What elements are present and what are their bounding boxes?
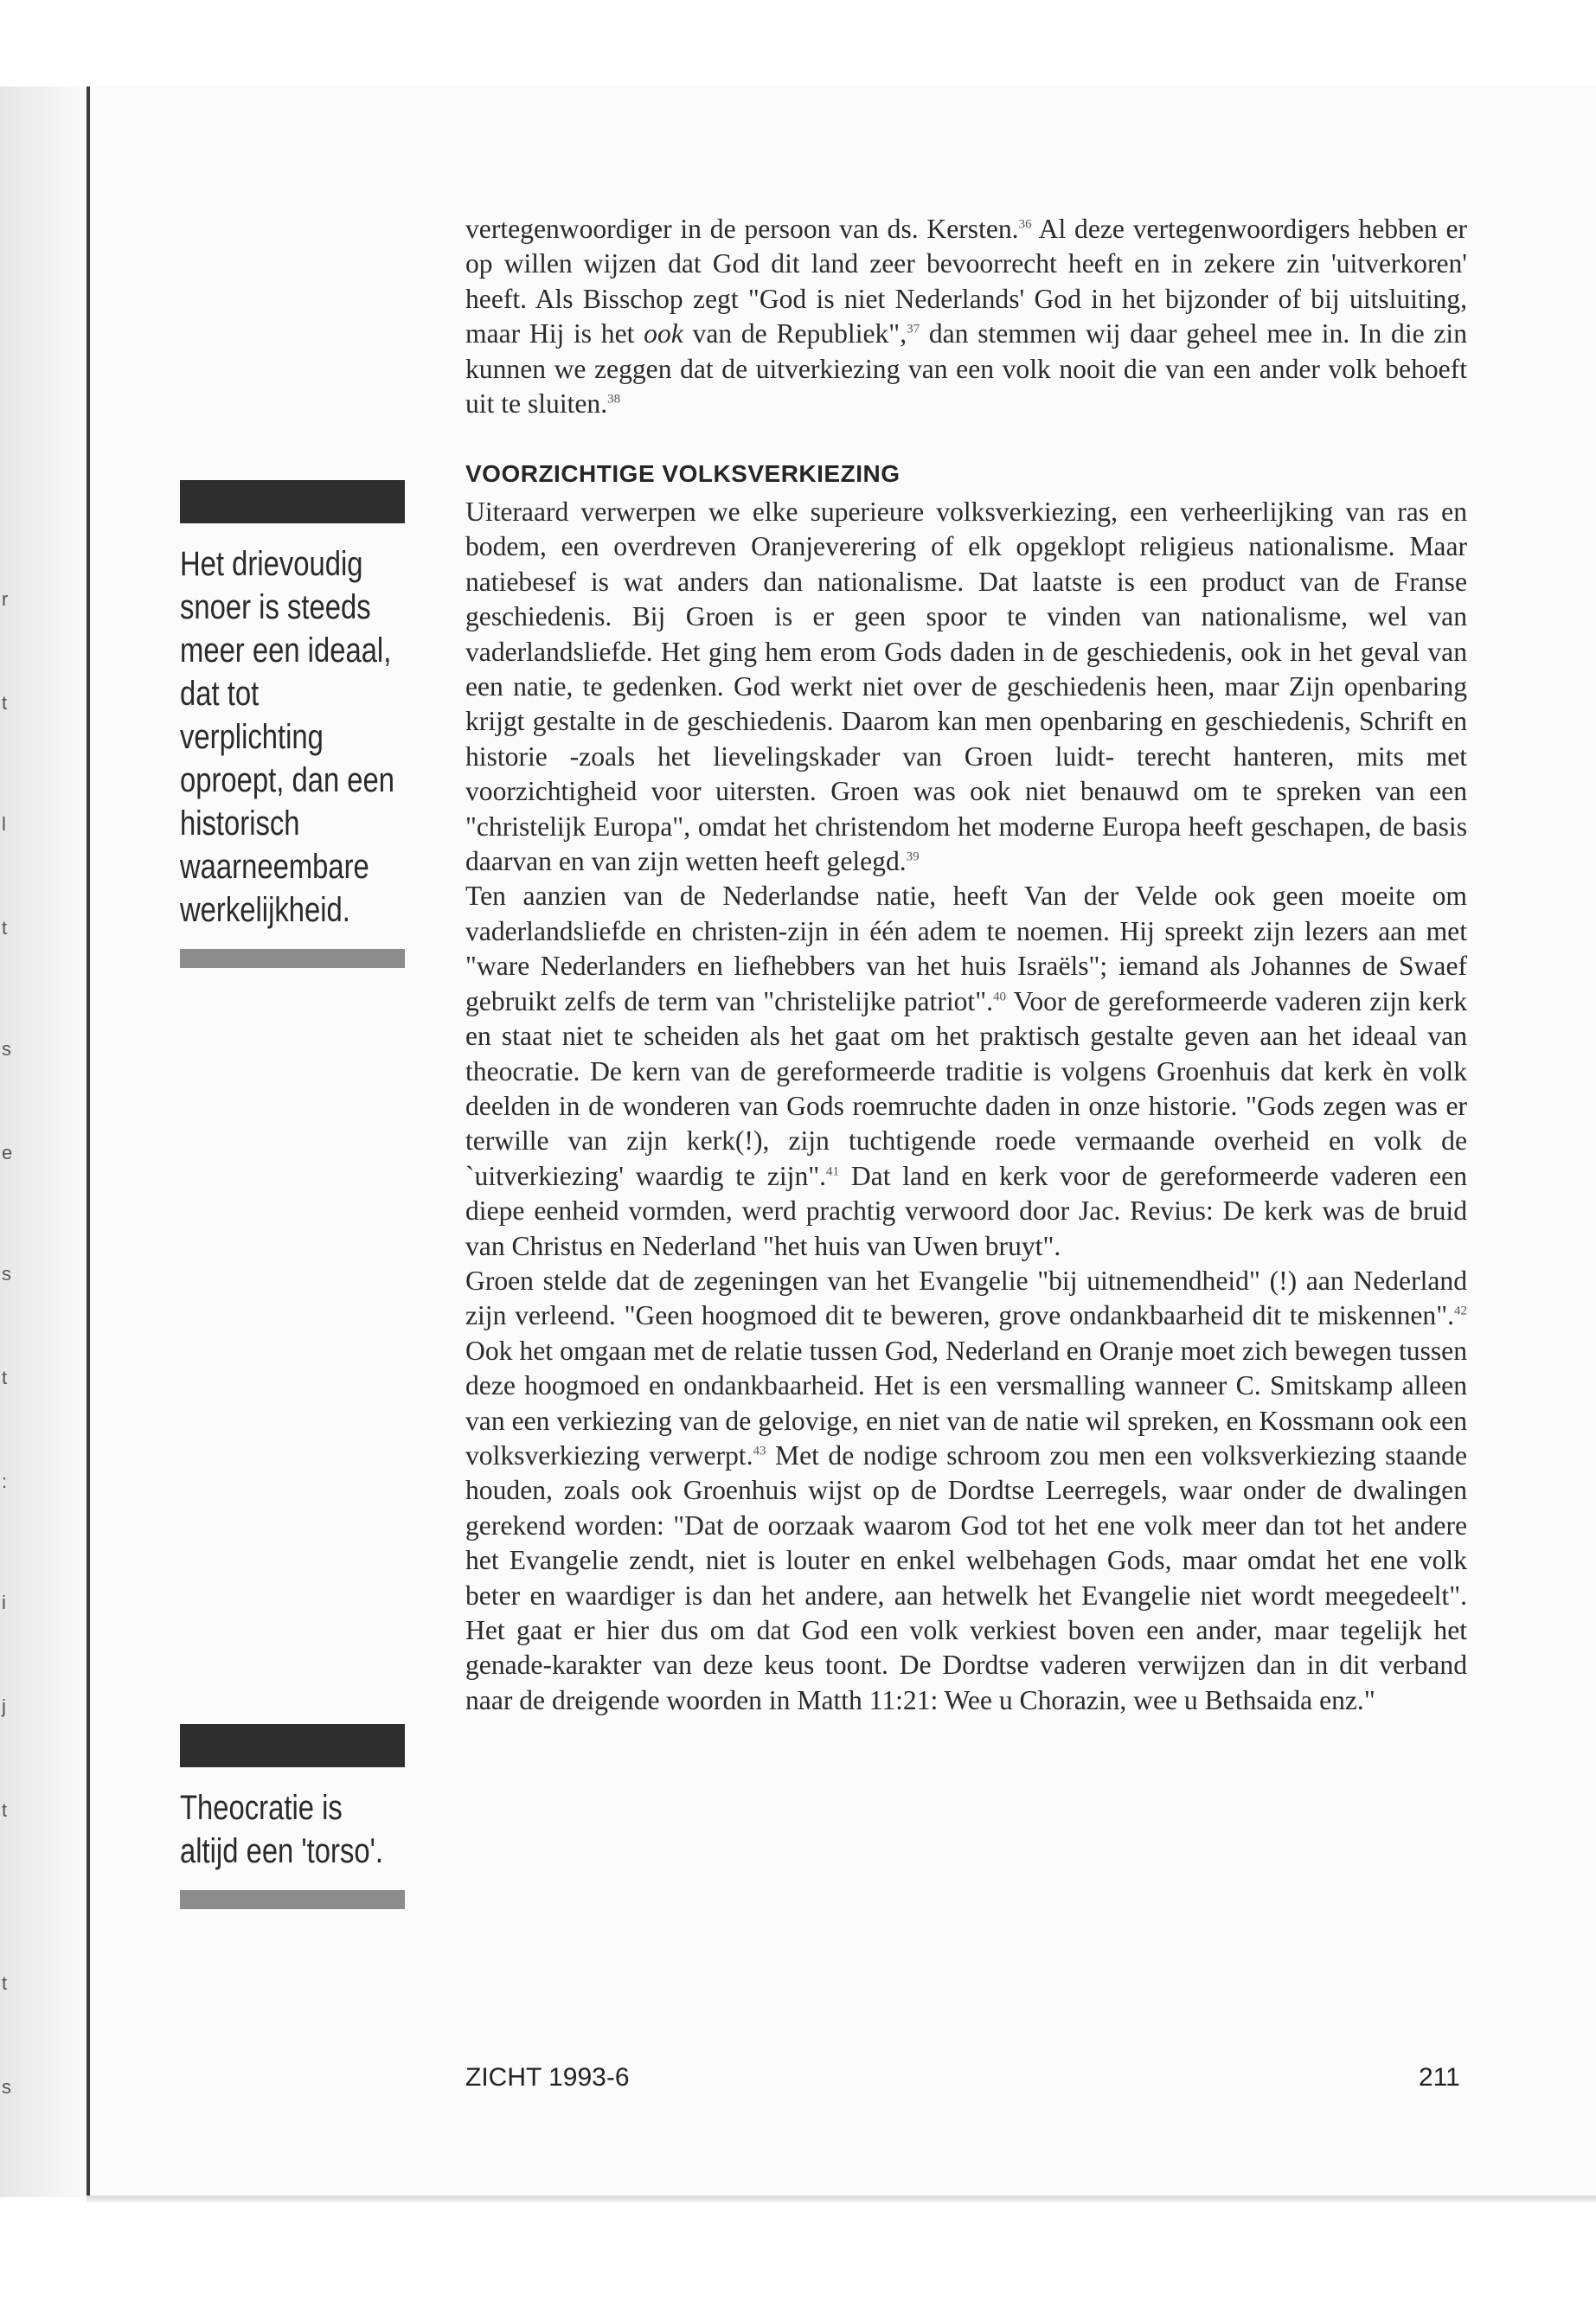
- body-paragraph: Uiteraard verwerpen we elke superieure volksverkiezing, een verheerlijking van ras en bodem, een overdreven Oranjeverering of elk opgeklopt religieus nationalisme. Maar natiebesef is wat anders dan nationalisme. Dat laatste is een product van de Franse geschiedenis. Bij Groen is er geen spoor te vinden van nationalisme, wel van vaderlandsliefde. Het ging hem erom Gods daden in de geschiedenis, ook in het geval van een natie, te gedenken. God werkt niet over de geschiedenis heen, maar Zijn openbaring krijgt gestalte in de geschiedenis. Daarom kan men openbaring en geschiedenis, Schrift en historie -zoals het lievelingskader van Groen luidt- terecht hanteren, mits met voorzichtigheid voor uitersten. Groen was ook niet benauwd om te spreken van een "christelijk Europa", omdat het christendom het moderne Europa heeft geschapen, de basis daarvan en van zijn wetten heeft gelegd.$^{39}$: [465, 497, 1467, 877]
- journal-footer: ZICHT 1993-6: [465, 2063, 630, 2092]
- section-heading: VOORZICHTIGE VOLKSVERKIEZING: [465, 460, 901, 487]
- article-body: [465, 495, 1467, 1718]
- article-intro: [465, 212, 1467, 421]
- page-number: 211: [1419, 2063, 1460, 2092]
- body-paragraph: Groen stelde dat de zegeningen van het Evangelie "bij uitnemendheid" (!) aan Nederland zijn verleend. "Geen hoogmoed dit te beweren, grove ondankbaarheid dit te miskennen".$^{42}$ Ook het omgaan met de relatie tussen God, Nederland en Oranje moet zich bewegen tussen deze hoogmoed en ondankbaarheid. Het is een versmalling wanneer C. Smitskamp alleen van een verkiezing van de gelovige, en niet van de natie wil spreken, en Kossmann ook een volksverkiezing verwerpt.$^{43}$ Met de nodige schroom zou men een volksverkiezing staande houden, zoals ook Groenhuis wijst op de Dordtse Leerregels, waar onder de dwalingen gerekend worden: "Dat de oorzaak waarom God tot het ene volk meer dan tot het andere het Evangelie zendt, niet is louter en enkel welbehagen Gods, maar omdat het ene volk beter en waardiger is dan het andere, aan hetwelk het Evangelie niet wordt meegedeelt". Het gaat er hier dus om dat God een volk verkiest boven een ander, maar tegelijk het genade-karakter van deze keus toont. De Dordtse vaderen verwijzen dan in dit verband naar de dreigende woorden in Matth 11:21: Wee u Chorazin, wee u Bethsaida enz.": [465, 1265, 1467, 1715]
- edge-letter: j: [2, 1695, 6, 1717]
- pull-quote-text: Theocratie is altijd een 'torso'.: [180, 1789, 383, 1870]
- edge-letter: s: [2, 2076, 11, 2098]
- edge-letter: :: [2, 1471, 8, 1492]
- quote-bar-top: [180, 480, 405, 523]
- quote-bar-bottom: [180, 949, 405, 968]
- page-bottom-edge: [87, 2195, 1596, 2202]
- edge-letter: t: [2, 692, 8, 714]
- edge-letter: i: [2, 1592, 6, 1613]
- quote-bar-top: [180, 1724, 405, 1767]
- edge-letter: t: [2, 917, 8, 939]
- body-paragraph: Ten aanzien van de Nederlandse natie, heeft Van der Velde ook geen moeite om vaderlandsliefde en christen-zijn in één adem te noemen. Hij spreekt zijn lezers aan met "ware Nederlanders en liefhebbers van het huis Israëls"; iemand als Johannes de Swaef gebruikt zelfs de term van "christelijke patriot".$^{40}$ Voor de gereformeerde vaderen zijn kerk en staat niet te scheiden als het gaat om het praktisch gestalte geven aan het ideaal van theocratie. De kern van de gereformeerde traditie is volgens Groenhuis dat kerk èn volk deelden in de wonderen van Gods roemruchte daden in onze historie. "Gods zegen was er terwille van zijn kerk(!), zijn tuchtigende roede vermaande overheid en volk de `uitverkiezing' waardig te zijn".$^{41}$ Dat land en kerk voor de gereformeerde vaderen een diepe eenheid vormden, werd prachtig verwoord door Jac. Revius: De kerk was de bruid van Christus en Nederland "het huis van Uwen bruyt".: [465, 881, 1467, 1261]
- edge-letter: s: [2, 1263, 11, 1285]
- edge-letter: s: [2, 1038, 11, 1060]
- edge-letter: t: [2, 1972, 8, 1994]
- edge-letter: t: [2, 1799, 8, 1821]
- edge-letter: e: [2, 1142, 13, 1163]
- edge-letter: r: [2, 588, 9, 610]
- edge-letter: t: [2, 1367, 8, 1388]
- quote-bar-bottom: [180, 1890, 405, 1909]
- pull-quote-text: Het drievoudig snoer is steeds meer een ideaal, dat tot verplichting oproept, dan een historisch waarneembare werkelijkheid.: [180, 545, 395, 929]
- edge-letter: l: [2, 813, 6, 835]
- intro-paragraph: vertegenwoordiger in de persoon van ds. Kersten.$^{36}$ Al deze vertegenwoordigers hebben er op willen wijzen dat God dit land zeer bevoorrecht heeft en in zekere zin 'uitverkoren' heeft. Als Bisschop zegt "God is niet Nederlands' God in het bijzonder of bij uitsluiting, maar Hij is het ook van de Republiek",$^{37}$ dan stemmen wij daar geheel mee in. In die zin kunnen we zeggen dat de uitverkiezing van een volk nooit die van een ander volk behoeft uit te sluiten.$^{38}$: [465, 214, 1467, 420]
- pull-quote-2: [180, 1724, 405, 1909]
- previous-page-edge: [2, 588, 19, 2145]
- pull-quote-1: [180, 480, 405, 968]
